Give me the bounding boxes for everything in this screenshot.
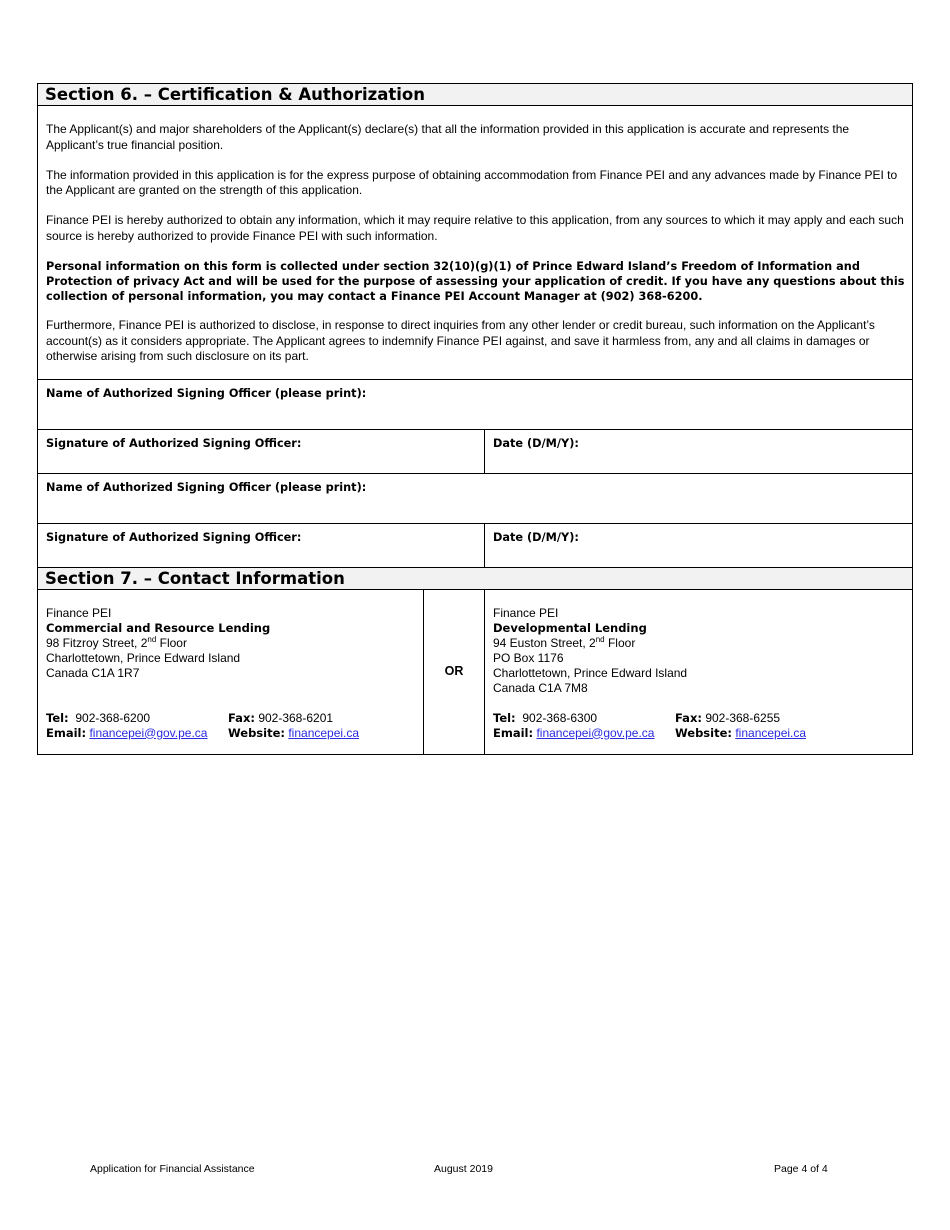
footer-doc-title: Application for Financial Assistance bbox=[90, 1163, 255, 1175]
date-field-1[interactable]: Date (D/M/Y): bbox=[493, 436, 579, 450]
fax: Fax: 902-368-6255 bbox=[675, 710, 781, 725]
officer-name-field-1[interactable] bbox=[38, 379, 912, 429]
privacy-notice: Personal information on this form is collected under section 32(10)(g)(1) of Prince Edward Island’s Freedom of Information and Protection of privacy Act and will be used for the purpose of assessing your application of credit. If you have any questions about this collection of personal information, you may contact a Finance PEI Account Manager at (902) 368-6200. bbox=[46, 259, 905, 303]
email-link[interactable]: financepei@gov.pe.ca bbox=[536, 725, 655, 740]
city: Charlottetown, Prince Edward Island bbox=[46, 650, 241, 665]
postal-code: Canada C1A 7M8 bbox=[493, 680, 588, 695]
division-name: Commercial and Resource Lending bbox=[46, 620, 271, 635]
postal-code: Canada C1A 1R7 bbox=[46, 665, 140, 680]
email-link[interactable]: financepei@gov.pe.ca bbox=[89, 725, 208, 740]
signature-field-2[interactable]: Signature of Authorized Signing Officer: bbox=[38, 524, 485, 567]
application-form bbox=[37, 83, 913, 755]
certification-paragraph-3: Finance PEI is hereby authorized to obtain any information, which it may require relative to this application, from any sources to which it may apply and each such source is hereby authorized to provide Finance PEI with such information. bbox=[46, 213, 904, 243]
website-link[interactable]: financepei.ca bbox=[288, 725, 360, 740]
tel: Tel: 902-368-6300 bbox=[493, 710, 598, 725]
division-name: Developmental Lending bbox=[493, 620, 647, 635]
footer-date: August 2019 bbox=[434, 1163, 493, 1175]
street-address: 94 Euston Street, 2nd Floor bbox=[493, 634, 636, 650]
certification-paragraph-2: The information provided in this application is for the express purpose of obtaining accommodation from Finance PEI and any advances made by Finance PEI to the Applicant are granted on the strength of this application. bbox=[46, 167, 898, 197]
footer-page-number: Page 4 of 4 bbox=[774, 1163, 828, 1175]
tel: Tel: 902-368-6200 bbox=[46, 710, 151, 725]
section-6-title: Section 6. – Certification & Authorization bbox=[38, 84, 912, 106]
officer-name-field-2[interactable] bbox=[38, 473, 912, 523]
certification-paragraph-1: The Applicant(s) and major shareholders of the Applicant(s) declare(s) that all the information provided in this application is accurate and represents the Applicant’s true financial position. bbox=[46, 122, 850, 152]
date-field-2[interactable]: Date (D/M/Y): bbox=[493, 530, 579, 544]
signature-field-1[interactable]: Signature of Authorized Signing Officer: bbox=[38, 430, 485, 473]
org-name: Finance PEI bbox=[493, 605, 559, 620]
contact-commercial-lending bbox=[38, 590, 424, 754]
website: Website: financepei.ca bbox=[675, 725, 807, 740]
certification-text bbox=[38, 106, 912, 379]
officer-name-label: Name of Authorized Signing Officer (please print): bbox=[46, 386, 367, 400]
contact-developmental-lending bbox=[485, 590, 912, 754]
fax: Fax: 902-368-6201 bbox=[228, 710, 334, 725]
website: Website: financepei.ca bbox=[228, 725, 360, 740]
officer-name-label: Name of Authorized Signing Officer (please print): bbox=[46, 480, 367, 494]
email: Email: financepei@gov.pe.ca bbox=[493, 725, 655, 740]
street-address: 98 Fitzroy Street, 2nd Floor bbox=[46, 634, 187, 650]
signature-row-2 bbox=[38, 523, 912, 567]
po-box: PO Box 1176 bbox=[493, 650, 564, 665]
contact-information bbox=[38, 590, 912, 754]
website-link[interactable]: financepei.ca bbox=[735, 725, 807, 740]
city: Charlottetown, Prince Edward Island bbox=[493, 665, 688, 680]
section-7-title: Section 7. – Contact Information bbox=[38, 567, 912, 590]
signature-row-1 bbox=[38, 429, 912, 473]
email: Email: financepei@gov.pe.ca bbox=[46, 725, 208, 740]
certification-paragraph-5: Furthermore, Finance PEI is authorized to disclose, in response to direct inquiries from any other lender or credit bureau, such information on the Applicant’s account(s) as it considers appropriate. The Applicant agrees to indemnify Finance PEI against, and save it harmless from, any and all claims in damages or otherwise arising from such disclosure on its part. bbox=[46, 318, 875, 363]
org-name: Finance PEI bbox=[46, 605, 112, 620]
or-divider: OR bbox=[424, 590, 485, 754]
